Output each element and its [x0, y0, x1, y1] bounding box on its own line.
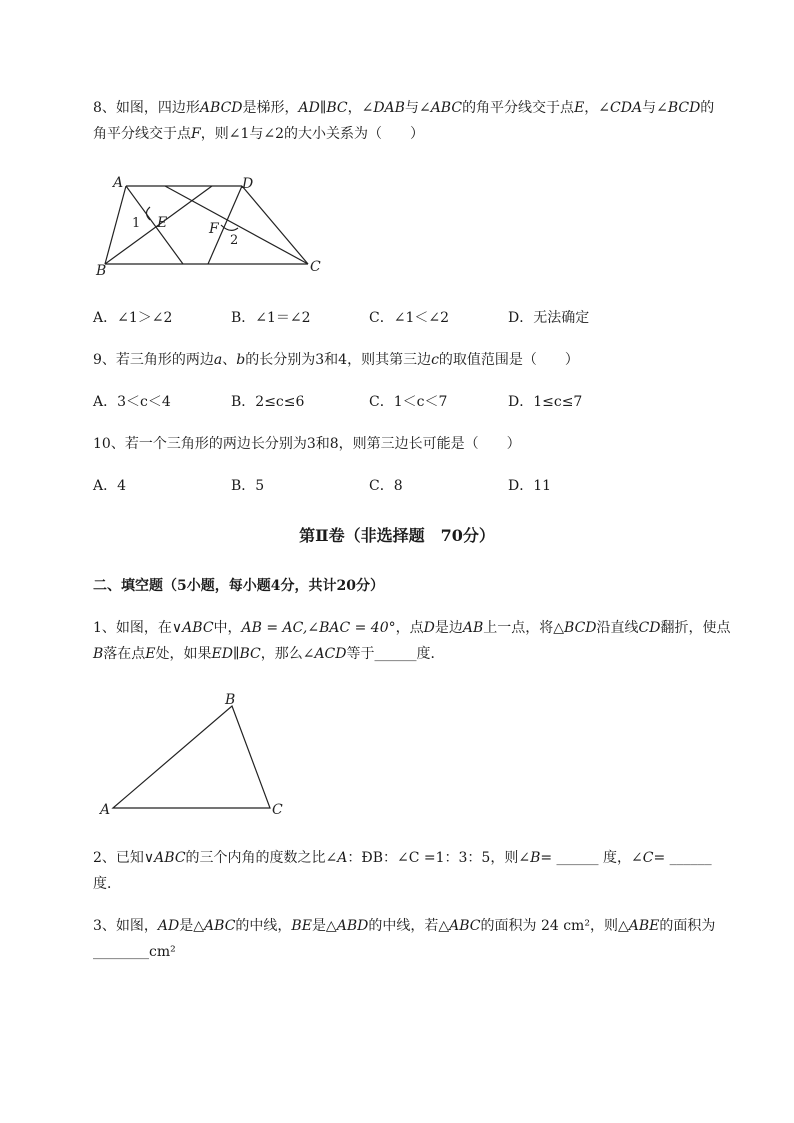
q8-text: ，∠	[347, 100, 374, 116]
f1-formula: AB = AC,∠BAC = 40°	[241, 620, 396, 636]
label-B: B	[96, 263, 107, 279]
f3-line-2: ________cm²	[93, 944, 176, 960]
f1-text: 翻折，使点	[660, 620, 731, 636]
q8-text: 与∠	[642, 100, 668, 116]
q8-line-1	[93, 98, 714, 118]
section-heading: 二、填空题（5小题，每小题4分，共计20分）	[93, 578, 384, 594]
f1-var: D	[423, 620, 435, 636]
edge-AB	[105, 186, 126, 264]
q9-part: 的取值范围是（ ）	[438, 352, 579, 368]
f2-text: = ______ 度，∠	[540, 850, 643, 866]
q9-part: 的长分别为3和4，则其第三边	[245, 352, 432, 368]
f1-text: 沿直线	[596, 620, 639, 636]
label-F: F	[209, 221, 219, 237]
f2-var: A	[337, 850, 348, 866]
q8-line-2	[93, 124, 424, 144]
f1-text: 是边	[434, 620, 463, 636]
q9-part: 9、若三角形的两边	[93, 352, 214, 368]
f1-var: CD	[638, 620, 661, 636]
q9-option-d[interactable]: D．1≤c≤7	[508, 394, 583, 410]
q9-part: 、	[222, 352, 237, 368]
f3-text: 是△	[311, 918, 337, 934]
part-2-title: 第Ⅱ卷（非选择题 70分）	[299, 526, 495, 545]
q8-text: ，则∠1与∠2的大小关系为（ ）	[200, 126, 424, 142]
label-angle-2: 2	[230, 233, 239, 248]
f3-text: 的中线，若△	[368, 918, 450, 934]
q8-var: BCD	[667, 100, 701, 116]
f3-var: ABE	[628, 918, 660, 934]
q8-option-b[interactable]: B．∠1＝∠2	[231, 310, 311, 326]
q8-text: 8、如图，四边形	[93, 100, 200, 116]
f1-text: 等于______度．	[346, 646, 445, 662]
q9-option-b[interactable]: B．2≤c≤6	[231, 394, 305, 410]
f3-text: 的中线，	[235, 918, 292, 934]
triangle-abc	[113, 706, 270, 808]
label-C: C	[310, 259, 321, 275]
f1-text: ，那么∠	[260, 646, 315, 662]
f2-text: ：ÐB：∠C =1：3：5，则∠	[347, 850, 531, 866]
q10-option-b[interactable]: B．5	[231, 478, 265, 494]
f3-var: ABD	[336, 918, 369, 934]
f3-line-1	[93, 916, 715, 936]
f1-var: E	[145, 646, 156, 662]
q9-var: c	[431, 352, 439, 368]
q10-option-d[interactable]: D．11	[508, 478, 552, 494]
q8-var: AD∥BC	[298, 100, 348, 116]
q8-text: 的	[700, 100, 715, 116]
q8-var: E	[574, 100, 585, 116]
label-E: E	[157, 215, 168, 231]
f1-var: AB	[462, 620, 484, 636]
q8-var: F	[191, 126, 201, 142]
f1-line-2	[93, 644, 444, 664]
f1-var: ED∥BC	[211, 646, 261, 662]
triangle-figure	[96, 688, 296, 823]
f3-var: BE	[291, 918, 312, 934]
q8-var: ABCD	[199, 100, 243, 116]
f1-text: ，点	[395, 620, 424, 636]
q9-var: a	[213, 352, 223, 368]
f2-line-1	[93, 848, 712, 868]
f2-line-2: 度．	[93, 876, 121, 892]
label-C: C	[272, 802, 283, 818]
label-D: D	[242, 176, 254, 192]
f1-var: ACD	[314, 646, 347, 662]
q10-option-c[interactable]: C．8	[369, 478, 403, 494]
f1-var: B	[93, 646, 104, 662]
label-A: A	[113, 175, 124, 191]
f2-text: 的三个内角的度数之比∠	[185, 850, 338, 866]
f1-text: 1、如图，在∨	[93, 620, 183, 636]
q8-var: ABC	[430, 100, 463, 116]
q8-text: ，∠	[584, 100, 611, 116]
q8-var: CDA	[610, 100, 643, 116]
q8-option-c[interactable]: C．∠1＜∠2	[369, 310, 449, 326]
q9-text	[93, 350, 579, 370]
f3-text: 的面积为	[659, 918, 716, 934]
label-angle-1: 1	[132, 216, 141, 231]
f1-var: BCD	[564, 620, 597, 636]
q8-var: DAB	[373, 100, 405, 116]
f1-text: 落在点	[103, 646, 146, 662]
f3-var: ABC	[449, 918, 481, 934]
q9-option-c[interactable]: C．1＜c＜7	[369, 394, 448, 410]
trapezoid-figure	[90, 170, 330, 280]
f2-var: B	[530, 850, 541, 866]
f3-var: ABC	[204, 918, 236, 934]
q8-text: 角平分线交于点	[93, 126, 191, 142]
f2-text: 2、已知∨	[93, 850, 155, 866]
f3-text: 是△	[179, 918, 205, 934]
f3-text: 的面积为 24 cm²，则△	[480, 918, 629, 934]
q9-var: b	[236, 352, 246, 368]
f1-var: ABC	[182, 620, 214, 636]
f2-text: = ______	[653, 850, 712, 866]
q8-text: 是梯形，	[242, 100, 299, 116]
f3-var: AD	[157, 918, 180, 934]
f1-line-1	[93, 618, 730, 638]
q8-text: 与∠	[404, 100, 431, 116]
q10-option-a[interactable]: A．4	[93, 478, 127, 494]
f2-var: ABC	[154, 850, 186, 866]
label-A: A	[100, 802, 111, 818]
q8-text: 的角平分线交于点	[462, 100, 575, 116]
edge-DC	[242, 186, 308, 264]
q10-text: 10、若一个三角形的两边长分别为3和8，则第三边长可能是（ ）	[93, 436, 521, 452]
f3-text: 3、如图，	[93, 918, 158, 934]
label-B: B	[225, 692, 236, 708]
f1-text: 中，	[213, 620, 242, 636]
f1-text: 上一点，将△	[483, 620, 565, 636]
q8-option-a[interactable]: A．∠1＞∠2	[93, 310, 173, 326]
f2-var: C	[642, 850, 654, 866]
q9-option-a[interactable]: A．3＜c＜4	[93, 394, 171, 410]
q8-option-d[interactable]: D．无法确定	[508, 310, 590, 326]
f1-text: 处，如果	[155, 646, 212, 662]
